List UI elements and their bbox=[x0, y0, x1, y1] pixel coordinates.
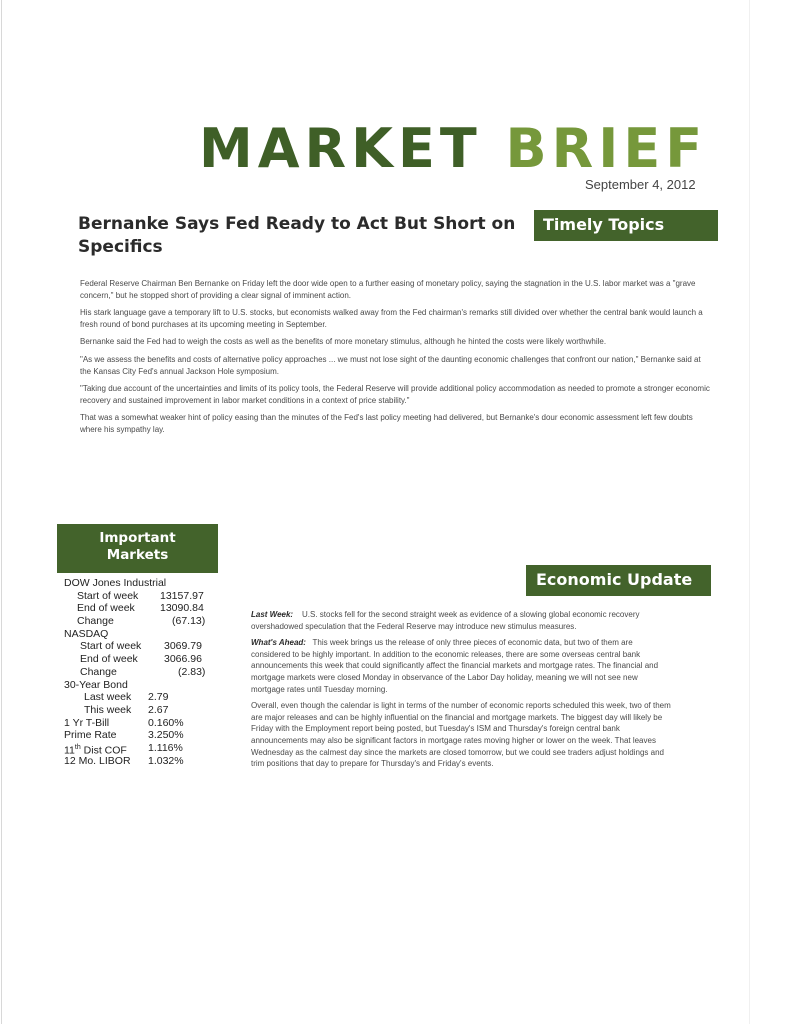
market-row-prime bbox=[64, 729, 244, 742]
econ-paragraph-overall: Overall, even though the calendar is light in terms of the number of economic reports scheduled this week, two of them are major releases and can be highly influential on the financial and mortgage markets. The biggest day will likely be Friday with the Employment report being posted, but Tuesday's ISM and Thursday's foreign central bank announcements may also be significant factors in mortgage rates moving higher or lower on the week. That leaves Wednesday as the calmest day since the markets are closed tomorrow, but we could see traders adjust holdings and trim positions that day to prepare for Thursday's and Friday's events. bbox=[251, 701, 671, 769]
market-value: 2.79 bbox=[148, 691, 169, 704]
market-label: Prime Rate bbox=[64, 729, 117, 742]
market-row-bond bbox=[64, 679, 244, 692]
article-paragraph: That was a somewhat weaker hint of policy easing than the minutes of the Fed's last policy meeting had delivered, but Bernanke's dour economic assessment left few doubts where his sympathy lay. bbox=[80, 413, 693, 434]
page-right-edge bbox=[749, 0, 750, 1024]
issue-date: September 4, 2012 bbox=[585, 177, 696, 192]
article-paragraph: His stark language gave a temporary lift to U.S. stocks, but economists walked away from the Fed chairman's remarks still divided over whether the central bank would launch a fresh round of bond purchases at its upcoming meeting in September. bbox=[80, 308, 703, 329]
market-row-nasdaq bbox=[64, 628, 244, 641]
econ-lead-ahead: What's Ahead: bbox=[251, 638, 306, 648]
market-value: (2.83) bbox=[178, 665, 206, 678]
market-label: Start of week bbox=[77, 589, 139, 602]
market-row-tbill bbox=[64, 717, 244, 730]
market-value: 13157.97 bbox=[160, 589, 204, 602]
market-row-dow bbox=[64, 577, 244, 590]
market-value: 3069.79 bbox=[164, 640, 202, 653]
market-label: Start of week bbox=[80, 640, 142, 653]
market-row bbox=[64, 691, 244, 704]
market-value: 3.250% bbox=[148, 729, 184, 742]
market-row bbox=[64, 653, 244, 666]
market-label: 30-Year Bond bbox=[64, 678, 128, 691]
cof-label-number: 11 bbox=[64, 744, 75, 757]
market-label: Change bbox=[80, 665, 117, 678]
cof-label-text: Dist COF bbox=[80, 744, 127, 757]
market-label: NASDAQ bbox=[64, 627, 109, 640]
market-value: 2.67 bbox=[148, 703, 169, 716]
markets-table bbox=[64, 577, 244, 767]
economic-update-body bbox=[251, 609, 671, 775]
article-headline: Bernanke Says Fed Ready to Act But Short on Specifics bbox=[78, 214, 516, 257]
market-value: 3066.96 bbox=[164, 653, 202, 666]
econ-lead-last-week: Last Week: bbox=[251, 610, 294, 619]
market-label: End of week bbox=[77, 602, 135, 615]
market-value: 0.160% bbox=[148, 716, 184, 729]
market-value: 1.032% bbox=[148, 754, 184, 767]
market-row bbox=[64, 602, 244, 615]
market-value: 13090.84 bbox=[160, 602, 204, 615]
article-paragraph: "Taking due account of the uncertainties and limits of its policy tools, the Federal Reserve will provide additional policy accommodation as needed to promote a stronger economic recovery and sustained improvement in labor market conditions in a context of price stability." bbox=[80, 384, 710, 405]
market-label: End of week bbox=[80, 653, 138, 666]
market-row bbox=[64, 590, 244, 603]
market-row bbox=[64, 615, 244, 628]
economic-update-banner: Economic Update bbox=[526, 565, 711, 596]
important-markets-line2: Markets bbox=[106, 547, 169, 563]
market-value: 1.116% bbox=[148, 741, 183, 754]
masthead-title bbox=[199, 116, 707, 182]
econ-paragraph-ahead bbox=[251, 637, 671, 695]
article-paragraph: Bernanke said the Fed had to weigh the costs as well as the benefits of more monetary stimulus, although he hinted the costs were likely worthwhile. bbox=[80, 337, 607, 347]
market-label: Change bbox=[77, 615, 114, 628]
market-label: 1 Yr T-Bill bbox=[64, 716, 110, 729]
econ-paragraph-last-week bbox=[251, 609, 671, 632]
article-body bbox=[80, 278, 710, 442]
market-row bbox=[64, 666, 244, 679]
masthead-word-brief: BRIEF bbox=[505, 117, 708, 180]
important-markets-banner bbox=[57, 524, 218, 573]
market-row-libor bbox=[64, 755, 244, 768]
article-paragraph: "As we assess the benefits and costs of alternative policy approaches ... we must not lose sight of the daunting economic challenges that confront our nation," Bernanke said at the Kansas City Fed's annual Jackson Hole symposium. bbox=[80, 354, 701, 376]
page-left-edge bbox=[1, 0, 2, 1024]
timely-topics-banner: Timely Topics bbox=[534, 210, 718, 241]
article-paragraph: Federal Reserve Chairman Ben Bernanke on Friday left the door wide open to a further easing of monetary policy, saying the stagnation in the U.S. labor market was a "grave concern," but he stopped short of providing a clear signal of imminent action. bbox=[80, 279, 696, 300]
market-label: DOW Jones Industrial bbox=[64, 577, 167, 589]
econ-text-ahead: This week brings us the release of only three pieces of economic data, but two of them are considered to be highly important. In addition to the economic releases, there are some overseas central bank announcements this week that could significantly affect the financial markets and mortgage rates. The financial and mortgage markets were closed Monday in observance of the Labor Day holiday, meaning we will not see new mortgage rates until Tuesday morning. bbox=[251, 638, 659, 694]
cof-label-ordinal: th bbox=[74, 743, 81, 751]
market-row-cof bbox=[64, 742, 244, 755]
market-value: (67.13) bbox=[172, 615, 206, 628]
market-label: Last week bbox=[84, 691, 132, 704]
market-row bbox=[64, 704, 244, 717]
econ-text-last-week: U.S. stocks fell for the second straight week as evidence of a slowing global economic recovery overshadowed speculation that the Federal Reserve may introduce new stimulus measures. bbox=[251, 610, 640, 631]
important-markets-line1: Important bbox=[99, 530, 176, 546]
masthead-word-market: MARKET bbox=[199, 117, 482, 180]
market-row bbox=[64, 640, 244, 653]
market-label: 12 Mo. LIBOR bbox=[64, 754, 131, 767]
market-label: This week bbox=[84, 703, 132, 716]
